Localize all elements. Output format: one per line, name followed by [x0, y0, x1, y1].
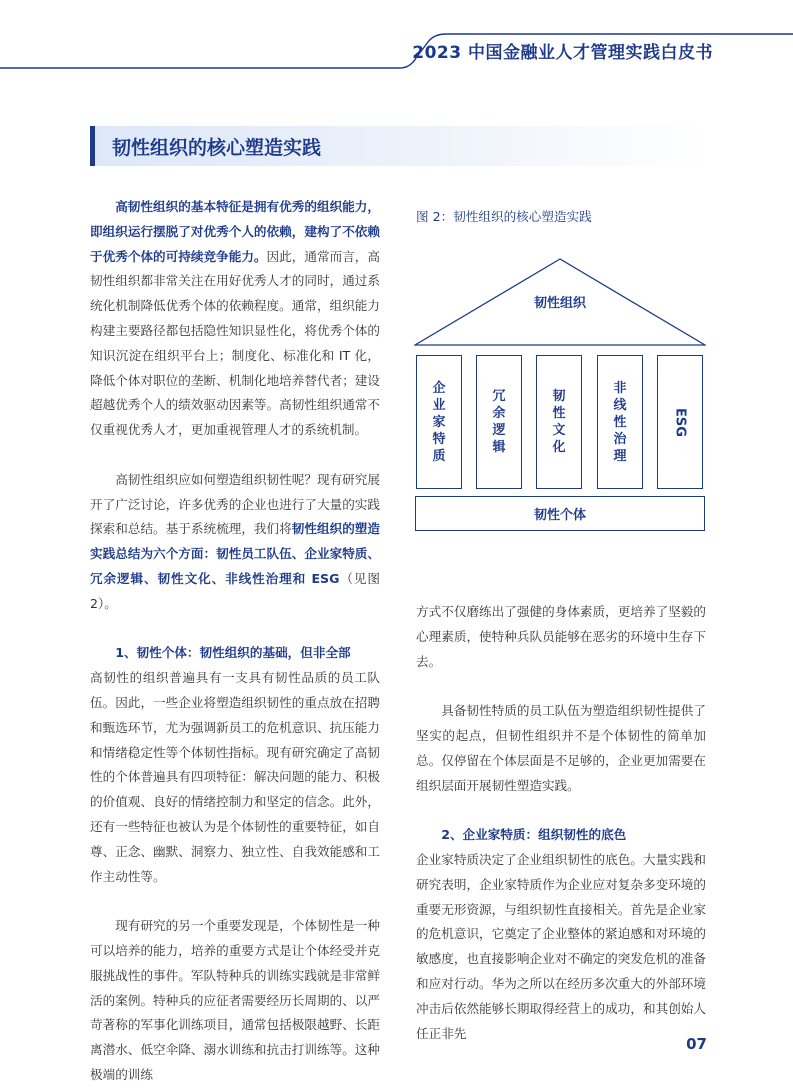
body-text: 因此，通常而言，高韧性组织都非常关注在用好优秀人才的同时，通过系统化机制降低优秀个体的依赖程度。通常，组织能力构建主要路径都包括隐性知识显性化，将优秀个体的知识沉淀在组织平台上；制度化、标准化和 IT 化，降低个体对职位的垄断、机制化地培养替代者；建设超越优秀个人的绩效驱动因素等。高韧性组织通常不仅重视优秀人才，更加重视管理人才的系统机制。: [90, 248, 380, 438]
highlight-text: 高韧性组织的基本特征是拥有优秀的组织能力，即组织运行摆脱了对优秀个人的依赖，建构了不依赖于优秀个体的可持续竞争能力。: [90, 199, 380, 264]
body-text: 企业家特质决定了企业组织韧性的底色。大量实践和研究表明，企业家特质作为企业应对复杂多变环境的重要无形资源，与组织韧性直接相关。首先是企业家的危机意识，它奠定了企业整体的紧迫感和对环境的敏感度，也直接影响企业对不确定的突发危机的准备和应对行动。华为之所以在经历多次重大的外部环境冲击后依然能够长期取得经营上的成功，和其创始人任正非先: [416, 851, 706, 1041]
paragraph: 方式不仅磨练出了强健的身体素质，更培养了坚毅的心理素质，使特种兵队员能够在恶劣的环境中生存下去。: [416, 604, 706, 669]
pillar-label: 冗余逻辑: [492, 389, 506, 455]
body-text: 高韧性的组织普遍具有一支具有韧性品质的员工队伍。因此，一些企业将塑造组织韧性的重点放在招聘和甄选环节，尤为强调新员工的危机意识、抗压能力和情绪稳定性等个体韧性指标。现有研究确定了高韧性的个体普遍具有四项特征：解决问题的能力、积极的价值观、良好的情绪控制力和坚定的信念。此外，还有一些特征也被认为是个体韧性的重要特征，如自尊、正念、幽默、洞察力、独立性、自我效能感和工作主动性等。: [90, 670, 380, 884]
pillar-2: [476, 355, 522, 489]
paragraph: 具备韧性特质的员工队伍为塑造组织韧性提供了坚实的起点，但韧性组织并不是个体韧性的简单加总。仅停留在个体层面是不足够的，企业更加需要在组织层面开展韧性塑造实践。: [416, 703, 706, 793]
pillar-4: [597, 355, 643, 489]
document-title: 2023 中国金融业人才管理实践白皮书: [412, 43, 713, 63]
right-column: [416, 600, 706, 1046]
pillar-label: ESG: [672, 407, 688, 437]
pillar-label: 韧性文化: [552, 389, 566, 455]
section-title: 韧性组织的核心塑造实践: [112, 137, 322, 159]
pillar-1: [416, 355, 462, 489]
section-marker: [90, 126, 95, 166]
pillar-3: [536, 355, 582, 489]
subsection-heading: 2、企业家特质：组织韧性的底色: [441, 827, 627, 843]
paragraph: [416, 823, 706, 1046]
body-text: 高韧性组织应如何塑造组织韧性呢？现有研究展开了广泛讨论，许多优秀的企业也进行了大量的实践探索和总结。基于系统梳理，我们将: [90, 471, 380, 537]
left-column: [90, 195, 380, 1088]
roof-label: 韧性组织: [533, 296, 586, 311]
pillar-5: [657, 355, 703, 489]
paragraph: [90, 468, 380, 617]
section-heading: [90, 126, 710, 166]
body-text: （见图 2）。: [90, 570, 380, 611]
figure-base: 韧性个体: [415, 496, 705, 531]
highlight-text: 韧性组织的塑造实践总结为六个方面：韧性员工队伍、企业家特质、冗余逻辑、韧性文化、非线性治理和 ESG: [90, 521, 380, 586]
paragraph: [90, 641, 380, 889]
pillar-label: 非线性治理: [613, 380, 627, 464]
page-number: 07: [686, 1035, 707, 1053]
figure-caption: 图 2：韧性组织的核心塑造实践: [416, 209, 592, 224]
pillar-label: 企业家特质: [432, 380, 446, 464]
paragraph: [90, 195, 380, 443]
subsection-heading: 1、韧性个体：韧性组织的基础，但非全部: [115, 645, 351, 661]
paragraph: 现有研究的另一个重要发现是，个体韧性是一种可以培养的能力，培养的重要方式是让个体经受并克服挑战性的事件。军队特种兵的训练实践就是非常鲜活的案例。特种兵的应征者需要经历长周期的、以严苛著称的军事化训练项目，通常包括极限越野、长距离潜水、低空伞降、溺水训练和抗击打训练等。这种极端的训练: [90, 918, 380, 1082]
